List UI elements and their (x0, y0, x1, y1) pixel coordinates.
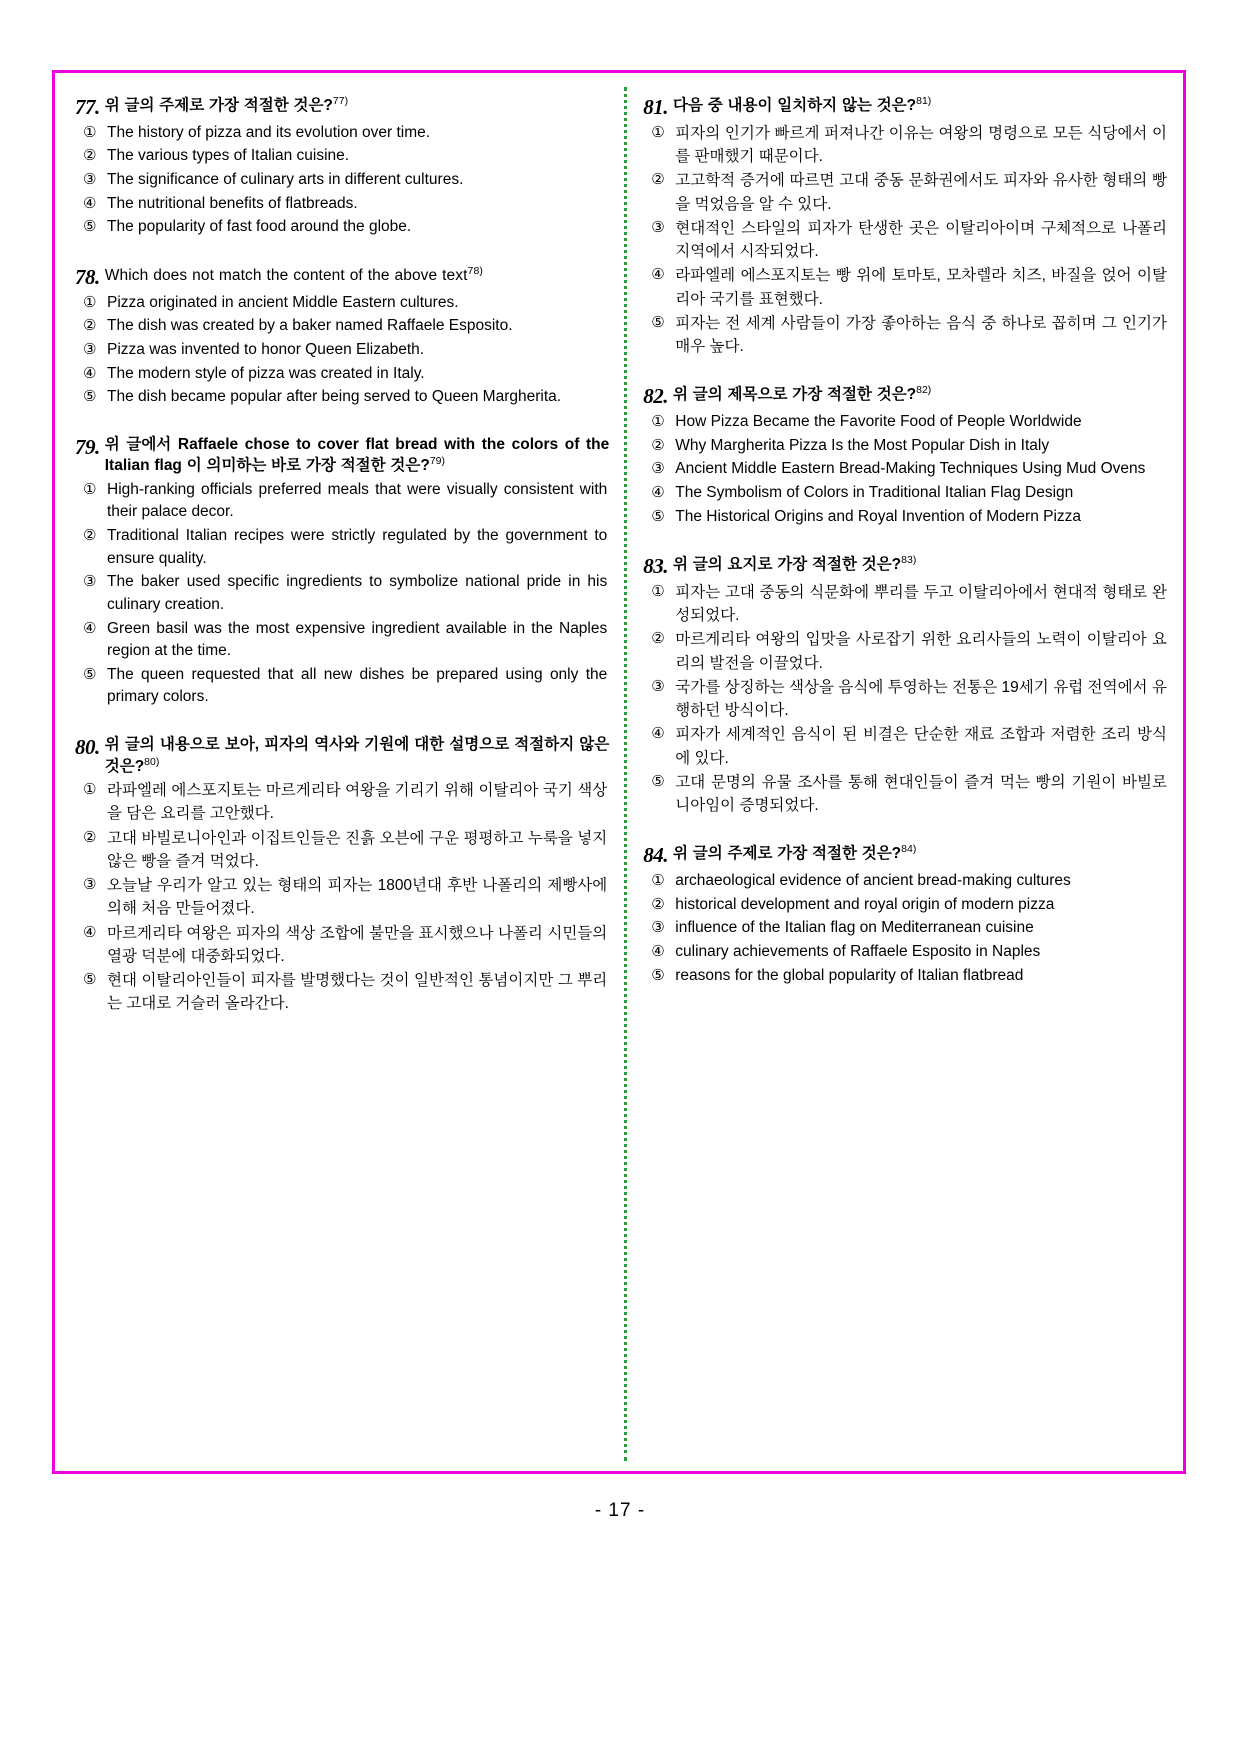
choice-marker: ③ (651, 218, 665, 236)
choice-item[interactable] (643, 411, 1169, 434)
choice-marker: ① (83, 781, 97, 799)
choice-text: The Symbolism of Colors in Traditional Italian Flag Design (675, 483, 1074, 501)
choice-text: historical development and royal origin of modern pizza (675, 895, 1055, 913)
question-number: 79. (75, 434, 100, 459)
choice-list (643, 870, 1169, 987)
choice-item[interactable] (75, 145, 609, 168)
choice-text: 마르게리타 여왕은 피자의 색상 조합에 불만을 표시했으나 나폴리 시민들의 열광 덕분에 대중화되었다. (107, 924, 608, 965)
question-block (643, 554, 1169, 817)
choice-marker: ⑤ (651, 313, 665, 331)
choice-marker: ④ (83, 364, 97, 382)
choice-text: influence of the Italian flag on Mediterranean cuisine (675, 919, 1034, 937)
question-stem (673, 95, 1169, 117)
choice-text: 마르게리타 여왕의 입맛을 사로잡기 위한 요리사들의 노력이 이탈리아 요리의 발전을 이끌었다. (675, 631, 1167, 672)
question-stem (673, 843, 1169, 865)
choice-item[interactable] (75, 779, 609, 826)
question-stem (105, 265, 610, 287)
choice-text: 고대 바빌로니아인과 이집트인들은 진흙 오븐에 구운 평평하고 누룩을 넣지 않은 빵을 즐겨 먹었다. (107, 829, 608, 870)
choice-list (75, 479, 609, 709)
choice-item[interactable] (643, 458, 1169, 481)
choice-marker: ⑤ (83, 665, 97, 683)
choice-item[interactable] (643, 482, 1169, 505)
choice-marker: ④ (83, 194, 97, 212)
choice-text: The popularity of fast food around the globe. (107, 218, 412, 236)
choice-item[interactable] (643, 264, 1169, 311)
choice-text: The history of pizza and its evolution over time. (107, 123, 431, 141)
choice-item[interactable] (75, 169, 609, 192)
choice-item[interactable] (75, 525, 609, 570)
choice-text: Why Margherita Pizza Is the Most Popular Dish in Italy (675, 436, 1050, 454)
question-footnote-ref: 77) (332, 95, 349, 107)
question-stem-text: 다음 중 내용이 일치하지 않는 것은? (673, 97, 917, 115)
choice-item[interactable] (75, 193, 609, 216)
choice-text: The baker used specific ingredients to symbolize national pride in his culinary creation. (107, 573, 608, 613)
choice-marker: ⑤ (83, 388, 97, 406)
question-stem-text: Which does not match the content of the above text (104, 267, 468, 285)
choice-text: The various types of Italian cuisine. (107, 147, 350, 165)
choice-text: The nutritional benefits of flatbreads. (107, 194, 358, 212)
choice-item[interactable] (75, 386, 609, 409)
choice-item[interactable] (643, 581, 1169, 628)
choice-text: High-ranking officials preferred meals that were visually consistent with their palace decor. (107, 480, 608, 521)
question-stem (673, 384, 1169, 406)
question-footnote-ref: 80) (144, 755, 160, 768)
choice-item[interactable] (75, 874, 609, 921)
choice-item[interactable] (643, 628, 1169, 675)
choice-item[interactable] (75, 292, 609, 315)
choice-text: 피자는 고대 중동의 식문화에 뿌리를 두고 이탈리아에서 현대적 형태로 완성되었다. (675, 583, 1167, 625)
choice-list (75, 779, 609, 1016)
question-block (75, 435, 609, 709)
choice-marker: ① (83, 123, 97, 141)
choice-item[interactable] (643, 169, 1169, 216)
choice-item[interactable] (643, 870, 1169, 893)
question-footnote-ref: 78) (467, 264, 484, 277)
choice-marker: ⑤ (83, 218, 97, 236)
question-stem (105, 735, 610, 777)
choice-marker: ③ (83, 171, 97, 189)
question-number: 81. (643, 95, 668, 119)
choice-marker: ② (83, 828, 97, 846)
choice-text: 피자의 인기가 빠르게 퍼져나간 이유는 여왕의 명령으로 모든 식당에서 이를 판매했기 때문이다. (675, 124, 1167, 166)
choice-marker: ③ (83, 876, 97, 894)
question-header (643, 384, 1169, 409)
choice-text: culinary achievements of Raffaele Esposito in Naples (675, 943, 1041, 961)
choice-marker: ⑤ (651, 966, 665, 984)
choice-marker: ④ (83, 619, 97, 637)
question-header (75, 735, 609, 777)
choice-item[interactable] (75, 664, 609, 709)
choice-item[interactable] (75, 479, 609, 524)
question-number: 83. (643, 554, 668, 579)
question-footnote-ref: 83) (901, 554, 917, 567)
choice-text: Pizza originated in ancient Middle Eastern cultures. (107, 293, 459, 311)
choice-text: archaeological evidence of ancient bread-making cultures (675, 872, 1071, 890)
two-column-layout (55, 73, 1183, 1471)
question-footnote-ref: 79) (429, 455, 446, 468)
choice-item[interactable] (643, 723, 1169, 770)
choice-marker: ④ (651, 943, 665, 961)
choice-marker: ③ (83, 573, 97, 591)
choice-text: 고고학적 증거에 따르면 고대 중동 문화권에서도 피자와 유사한 형태의 빵을 먹었음을 알 수 있다. (675, 172, 1167, 213)
choice-item[interactable] (75, 363, 609, 386)
choice-marker: ② (651, 436, 665, 454)
question-number: 78. (75, 264, 100, 289)
choice-text: 오늘날 우리가 알고 있는 형태의 피자는 1800년대 후반 나폴리의 제빵사에 의해 처음 만들어졌다. (107, 877, 608, 918)
question-number: 80. (75, 735, 100, 760)
question-stem-text: 위 글의 주제로 가장 적절한 것은? (673, 845, 902, 863)
choice-item[interactable] (643, 965, 1169, 988)
choice-marker: ② (651, 171, 665, 189)
choice-item[interactable] (643, 941, 1169, 964)
choice-marker: ⑤ (651, 772, 665, 790)
question-header (75, 95, 609, 120)
page-number: - 17 - (594, 1500, 646, 1521)
choice-text: The queen requested that all new dishes be prepared using only the primary colors. (107, 665, 608, 706)
question-header (643, 554, 1169, 579)
choice-item[interactable] (75, 922, 609, 969)
choice-item[interactable] (75, 618, 609, 663)
choice-text: The Historical Origins and Royal Invention of Modern Pizza (675, 507, 1082, 525)
question-number: 84. (643, 843, 668, 868)
choice-marker: ④ (651, 266, 665, 284)
question-block (75, 265, 609, 409)
choice-marker: ⑤ (83, 971, 97, 989)
choice-item[interactable] (75, 571, 609, 616)
choice-item[interactable] (643, 122, 1169, 169)
choice-text: 라파엘레 에스포지토는 빵 위에 토마토, 모차렐라 치즈, 바질을 얹어 이탈리아 국기를 표현했다. (675, 267, 1167, 308)
choice-marker: ① (651, 872, 665, 890)
choice-text: 피자는 전 세계 사람들이 가장 좋아하는 음식 중 하나로 꼽히며 그 인기가 매우 높다. (675, 314, 1167, 356)
choice-text: 현대 이탈리아인들이 피자를 발명했다는 것이 일반적인 통념이지만 그 뿌리는 고대로 거슬러 올라간다. (107, 972, 608, 1013)
question-header (643, 843, 1169, 868)
choice-text: 현대적인 스타일의 피자가 탄생한 곳은 이탈리아이며 구체적으로 나폴리 지역에서 시작되었다. (675, 219, 1167, 261)
choice-marker: ③ (651, 919, 665, 937)
question-stem (105, 95, 610, 117)
question-header (75, 265, 609, 290)
choice-item[interactable] (643, 771, 1169, 818)
choice-text: 고대 문명의 유물 조사를 통해 현대인들이 즐겨 먹는 빵의 기원이 바빌로니아임이 증명되었다. (675, 773, 1167, 815)
right-column (621, 73, 1183, 1471)
question-stem-text: 위 글의 주제로 가장 적절한 것은? (104, 97, 333, 115)
choice-marker: ① (83, 293, 97, 311)
question-block (643, 843, 1169, 987)
question-stem (673, 554, 1169, 576)
choice-marker: ① (651, 413, 665, 431)
question-number: 77. (75, 95, 100, 119)
choice-marker: ⑤ (651, 507, 665, 525)
choice-list (643, 122, 1169, 359)
choice-item[interactable] (75, 122, 609, 145)
choice-text: 피자가 세계적인 음식이 된 비결은 단순한 재료 조합과 저렴한 조리 방식에 있다. (675, 726, 1167, 767)
choice-item[interactable] (643, 917, 1169, 940)
choice-marker: ③ (651, 460, 665, 478)
worksheet-page (52, 70, 1186, 1474)
choice-text: 라파엘레 에스포지토는 마르게리타 여왕을 기리기 위해 이탈리아 국기 색상을 담은 요리를 고안했다. (107, 782, 608, 823)
choice-item[interactable] (75, 315, 609, 338)
choice-item[interactable] (643, 312, 1169, 359)
choice-item[interactable] (75, 216, 609, 239)
question-stem (105, 435, 610, 477)
choice-text: The significance of culinary arts in different cultures. (107, 171, 464, 189)
choice-list (75, 122, 609, 239)
choice-marker: ① (651, 582, 665, 600)
choice-item[interactable] (75, 339, 609, 362)
choice-text: Traditional Italian recipes were strictly regulated by the government to ensure quality. (107, 527, 608, 567)
choice-item[interactable] (643, 676, 1169, 723)
choice-marker: ② (651, 895, 665, 913)
question-stem-text: 위 글의 요지로 가장 적절한 것은? (673, 556, 902, 574)
choice-list (643, 411, 1169, 528)
choice-text: Pizza was invented to honor Queen Elizabeth. (107, 340, 425, 358)
choice-marker: ② (83, 147, 97, 165)
column-divider (624, 87, 627, 1461)
choice-text: reasons for the global popularity of Italian flatbread (675, 966, 1024, 984)
question-block (75, 735, 609, 1016)
choice-marker: ③ (83, 340, 97, 358)
question-footnote-ref: 84) (901, 843, 917, 856)
question-footnote-ref: 81) (916, 95, 932, 107)
choice-marker: ④ (651, 725, 665, 743)
choice-text: Green basil was the most expensive ingredient available in the Naples region at the time. (107, 619, 608, 660)
choice-text: Ancient Middle Eastern Bread-Making Techniques Using Mud Ovens (675, 460, 1146, 478)
question-number: 82. (643, 384, 668, 409)
choice-item[interactable] (643, 435, 1169, 458)
choice-list (643, 581, 1169, 818)
choice-marker: ③ (651, 677, 665, 695)
question-stem-text: 위 글의 내용으로 보아, 피자의 역사와 기원에 대한 설명으로 적절하지 않은 것은? (104, 736, 610, 775)
question-footnote-ref: 82) (916, 384, 932, 397)
choice-marker: ④ (83, 923, 97, 941)
left-column (55, 73, 621, 1471)
question-stem-text: 위 글의 제목으로 가장 적절한 것은? (673, 386, 917, 404)
question-stem-text: 위 글에서 Raffaele chose to cover flat bread with the colors of the Italian flag 이 의미하는 바로 가장 적절한 것은? (104, 435, 610, 475)
choice-item[interactable] (643, 894, 1169, 917)
choice-text: 국가를 상징하는 색상을 음식에 투영하는 전통은 19세기 유럽 전역에서 유행하던 방식이다. (675, 678, 1167, 720)
choice-list (75, 292, 609, 409)
choice-item[interactable] (75, 827, 609, 874)
choice-text: The dish became popular after being served to Queen Margherita. (107, 388, 562, 406)
question-block (643, 95, 1169, 358)
choice-text: How Pizza Became the Favorite Food of People Worldwide (675, 413, 1082, 431)
question-header (75, 435, 609, 477)
question-header (643, 95, 1169, 120)
choice-marker: ② (83, 527, 97, 545)
choice-text: The dish was created by a baker named Raffaele Esposito. (107, 317, 513, 335)
choice-text: The modern style of pizza was created in Italy. (107, 364, 425, 382)
choice-item[interactable] (75, 969, 609, 1016)
choice-marker: ④ (651, 483, 665, 501)
choice-marker: ② (83, 317, 97, 335)
question-block (643, 384, 1169, 528)
choice-item[interactable] (643, 217, 1169, 264)
choice-marker: ① (83, 480, 97, 498)
question-block (75, 95, 609, 239)
choice-marker: ① (651, 123, 665, 141)
choice-item[interactable] (643, 506, 1169, 529)
choice-marker: ② (651, 630, 665, 648)
